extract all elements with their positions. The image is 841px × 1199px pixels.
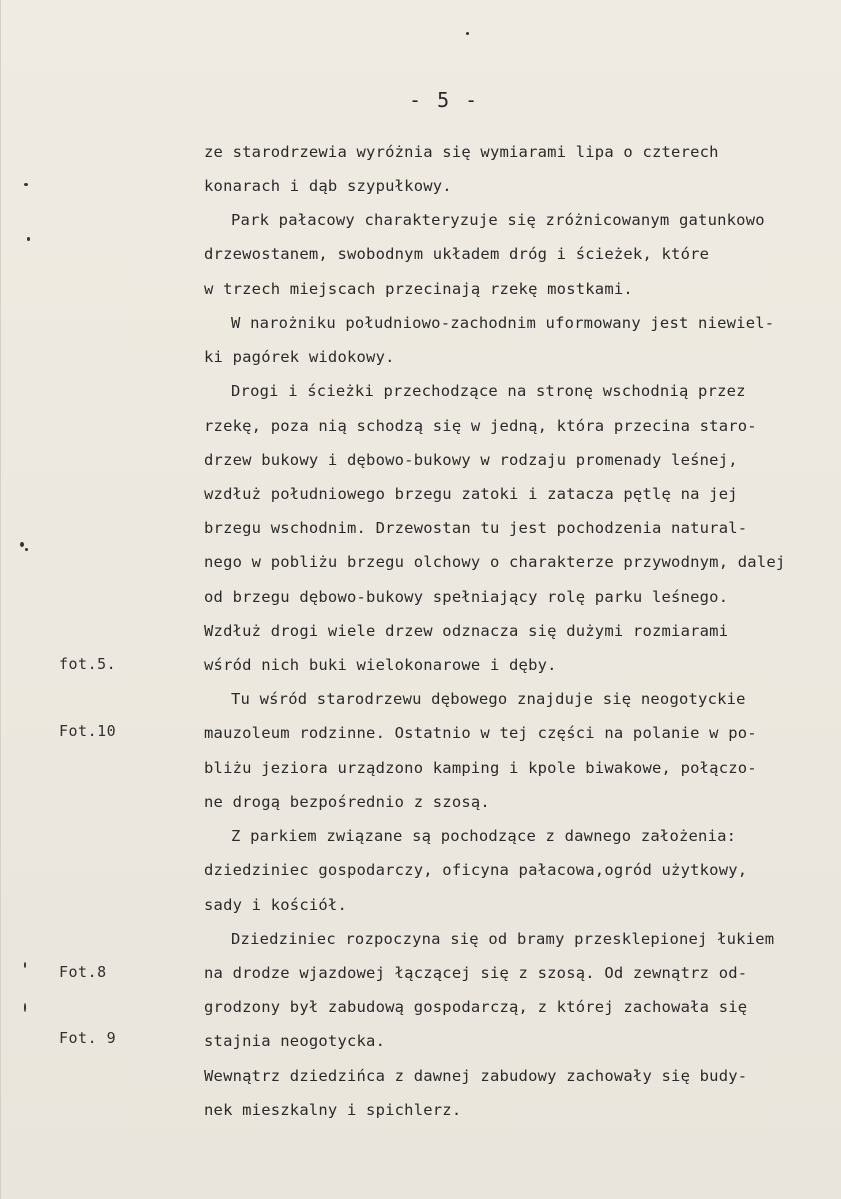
text-line: W narożniku południowo-zachodnim uformowany jest niewiel- [231, 314, 775, 332]
text-line: Dziedziniec rozpoczyna się od bramy przesklepionej łukiem [231, 930, 775, 948]
text-line: nego w pobliżu brzegu olchowy o charakterze przywodnym, dalej [204, 553, 786, 571]
ink-speck [24, 183, 28, 186]
text-line: rzekę, poza nią schodzą się w jedną, która przecina staro- [204, 417, 757, 435]
text-line: Park pałacowy charakteryzuje się zróżnicowanym gatunkowo [231, 211, 765, 229]
text-line: od brzegu dębowo-bukowy spełniający rolę parku leśnego. [204, 588, 729, 606]
margin-note-photo-10: Fot.10 [59, 722, 117, 740]
text-line: brzegu wschodnim. Drzewostan tu jest pochodzenia natural- [204, 519, 748, 537]
text-line: Z parkiem związane są pochodzące z dawnego założenia: [231, 827, 737, 845]
page-number: - 5 - [409, 88, 480, 112]
margin-note-photo-8: Fot.8 [59, 963, 107, 981]
margin-note-photo-9: Fot. 9 [59, 1029, 117, 1047]
text-line: dziedziniec gospodarczy, oficyna pałacowa,ogród użytkowy, [204, 861, 748, 879]
ink-speck [20, 542, 24, 547]
text-line: wzdłuż południowego brzegu zatoki i zatacza pętlę na jej [204, 485, 738, 503]
text-line: bliżu jeziora urządzono kamping i kpole biwakowe, połączo- [204, 759, 757, 777]
ink-speck [27, 237, 30, 241]
text-line: na drodze wjazdowej łączącej się z szosą. Od zewnątrz od- [204, 964, 748, 982]
text-line: ze starodrzewia wyróżnia się wymiarami lipa o czterech [204, 143, 719, 161]
text-line: Drogi i ścieżki przechodzące na stronę wschodnią przez [231, 382, 746, 400]
text-line: sady i kościół. [204, 896, 347, 914]
ink-speck [466, 32, 469, 35]
text-line: wśród nich buki wielokonarowe i dęby. [204, 656, 557, 674]
text-line: konarach i dąb szypułkowy. [204, 177, 452, 195]
text-line: mauzoleum rodzinne. Ostatnio w tej części na polanie w po- [204, 724, 757, 742]
ink-speck [25, 548, 28, 551]
text-line: grodzony był zabudową gospodarczą, z której zachowała się [204, 998, 748, 1016]
ink-speck [24, 1003, 26, 1012]
text-line: stajnia neogotycka. [204, 1032, 386, 1050]
text-line: ne drogą bezpośrednio z szosą. [204, 793, 490, 811]
text-line: w trzech miejscach przecinają rzekę mostkami. [204, 280, 633, 298]
text-line: ki pagórek widokowy. [204, 348, 395, 366]
text-line: drzew bukowy i dębowo-bukowy w rodzaju promenady leśnej, [204, 451, 738, 469]
text-line: Wzdłuż drogi wiele drzew odznacza się dużymi rozmiarami [204, 622, 729, 640]
margin-note-photo-5: fot.5. [59, 655, 117, 673]
text-line: Tu wśród starodrzewu dębowego znajduje się neogotyckie [231, 690, 746, 708]
ink-speck [24, 962, 26, 968]
text-line: nek mieszkalny i spichlerz. [204, 1101, 462, 1119]
text-line: Wewnątrz dziedzińca z dawnej zabudowy zachowały się budy- [204, 1067, 748, 1085]
text-line: drzewostanem, swobodnym układem dróg i ścieżek, które [204, 245, 710, 263]
